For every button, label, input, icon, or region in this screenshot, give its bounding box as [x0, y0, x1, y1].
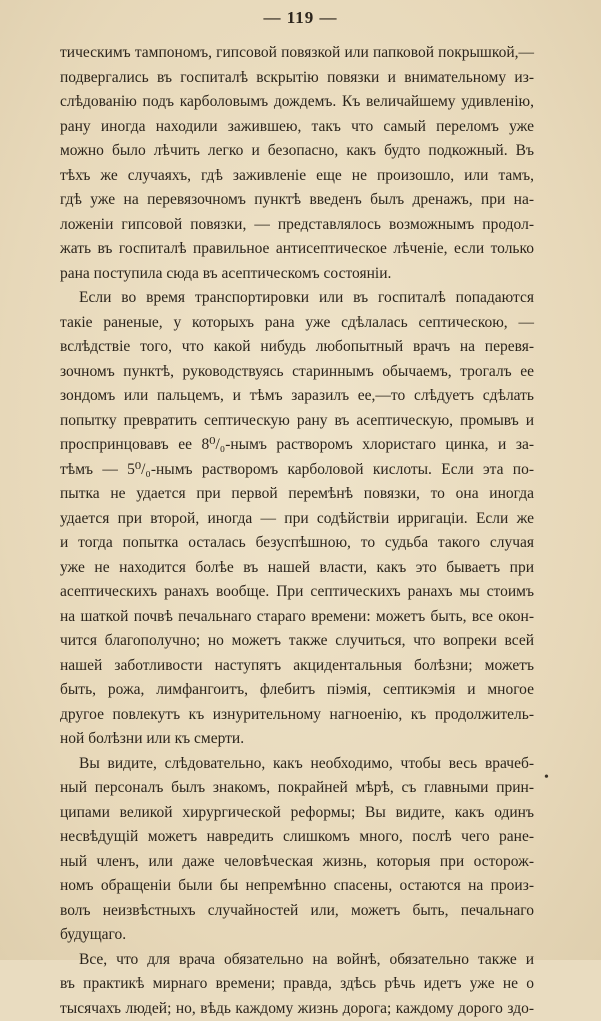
text-line: тѣмъ — 5⁰/₀-нымъ растворомъ карболовой кислоты. Если эта по- — [60, 458, 534, 483]
text-line: на шаткой почвѣ печальнаго стараго времени: можетъ быть, все окон- — [60, 605, 534, 630]
text-line: Вы видите, слѣдовательно, какъ необходимо, чтобы весь врачеб- — [60, 752, 534, 777]
text-line: ный членъ, или даже человѣческая жизнь, которыя при осторож- — [60, 850, 534, 875]
page-number: — 119 — — [0, 8, 601, 28]
text-line: проспринцовавъ ее 8⁰/₀-нымъ растворомъ хлористаго цинка, и за- — [60, 433, 534, 458]
text-line: несвѣдущій можетъ навредить слишкомъ много, послѣ чего ране- — [60, 825, 534, 850]
text-line: слѣдованію подъ карболовымъ дождемъ. Къ величайшему удивленію, — [60, 90, 534, 115]
text-line: асептическихъ ранахъ вообще. При септическихъ ранахъ мы стоимъ — [60, 580, 534, 605]
text-line: будущаго. — [60, 923, 534, 948]
text-line: удается при второй, иногда — при содѣйствіи ирригаціи. Если же — [60, 507, 534, 532]
margin-mark: • — [544, 770, 549, 786]
text-line: чится благополучно; но можетъ также случиться, что вопреки всей — [60, 629, 534, 654]
text-line: можно было лѣчить легко и безопасно, какъ будто подкожный. Въ — [60, 139, 534, 164]
text-line: вслѣдствіе того, что какой нибудь любопытный врачъ на перевя- — [60, 335, 534, 360]
paragraph — [60, 41, 534, 286]
text-line: волъ неизвѣстныхъ случайностей или, можетъ быть, печальнаго — [60, 899, 534, 924]
text-line: Все, что для врача обязательно на войнѣ, обязательно также и — [60, 948, 534, 973]
text-line: рана поступила сюда въ асептическомъ состояніи. — [60, 262, 534, 287]
text-line: тысячахъ людей; но, вѣдь каждому жизнь дорога; каждому дорого здо- — [60, 997, 534, 1021]
paragraph — [60, 752, 534, 948]
text-line: такіе раненые, у которыхъ рана уже сдѣлалась септическою, — — [60, 311, 534, 336]
text-line: уже не находится болѣе въ нашей власти, какъ это бываетъ при — [60, 556, 534, 581]
paragraph — [60, 286, 534, 752]
text-line: попытку превратить септическую рану въ асептическую, промывъ и — [60, 409, 534, 434]
text-line: ный персоналъ былъ знакомъ, покрайней мѣрѣ, съ главными прин- — [60, 776, 534, 801]
text-line: подвергались въ госпиталѣ вскрытію повязки и внимательному из- — [60, 66, 534, 91]
text-line: зочномъ пунктѣ, руководствуясь стариннымъ обычаемъ, трогалъ ее — [60, 360, 534, 385]
text-line: нашей заботливости наступятъ акцидентальныя болѣзни; можетъ — [60, 654, 534, 679]
text-line: ципами великой хирургической реформы; Вы видите, какъ одинъ — [60, 801, 534, 826]
text-line: въ практикѣ мирнаго времени; правда, здѣсь рѣчь идетъ уже не о — [60, 972, 534, 997]
text-line: рану иногда находили зажившею, такъ что самый переломъ уже — [60, 115, 534, 140]
text-line: гдѣ уже на перевязочномъ пунктѣ введенъ былъ дренажъ, при на- — [60, 188, 534, 213]
text-line: быть, рожа, лимфангоитъ, флебитъ піэмія, септикэмія и многое — [60, 678, 534, 703]
text-line: ложеніи гипсовой повязки, — представлялось возможнымъ продол- — [60, 213, 534, 238]
text-line: пытка не удается при первой перемѣнѣ повязки, то она иногда — [60, 482, 534, 507]
text-line: жать въ госпиталѣ правильное антисептическое лѣченіе, если только — [60, 237, 534, 262]
paragraph — [60, 948, 534, 1021]
text-line: тѣхъ же случаяхъ, гдѣ заживленіе еще не произошло, или тамъ, — [60, 164, 534, 189]
body-text — [60, 41, 534, 1021]
text-line: и тогда попытка осталась безуспѣшною, то судьба такого случая — [60, 531, 534, 556]
text-line: зондомъ или пальцемъ, и тѣмъ заразилъ ее,—то слѣдуетъ сдѣлать — [60, 384, 534, 409]
text-line: Если во время транспортировки или въ госпиталѣ попадаются — [60, 286, 534, 311]
text-line: номъ обращеніи были бы непремѣнно спасены, остаются на произ- — [60, 874, 534, 899]
text-line: другое повлекутъ къ изнурительному нагноенію, къ продолжитель- — [60, 703, 534, 728]
text-line: тическимъ тампономъ, гипсовой повязкой или папковой покрышкой,— — [60, 41, 534, 66]
text-line: ной болѣзни или къ смерти. — [60, 727, 534, 752]
